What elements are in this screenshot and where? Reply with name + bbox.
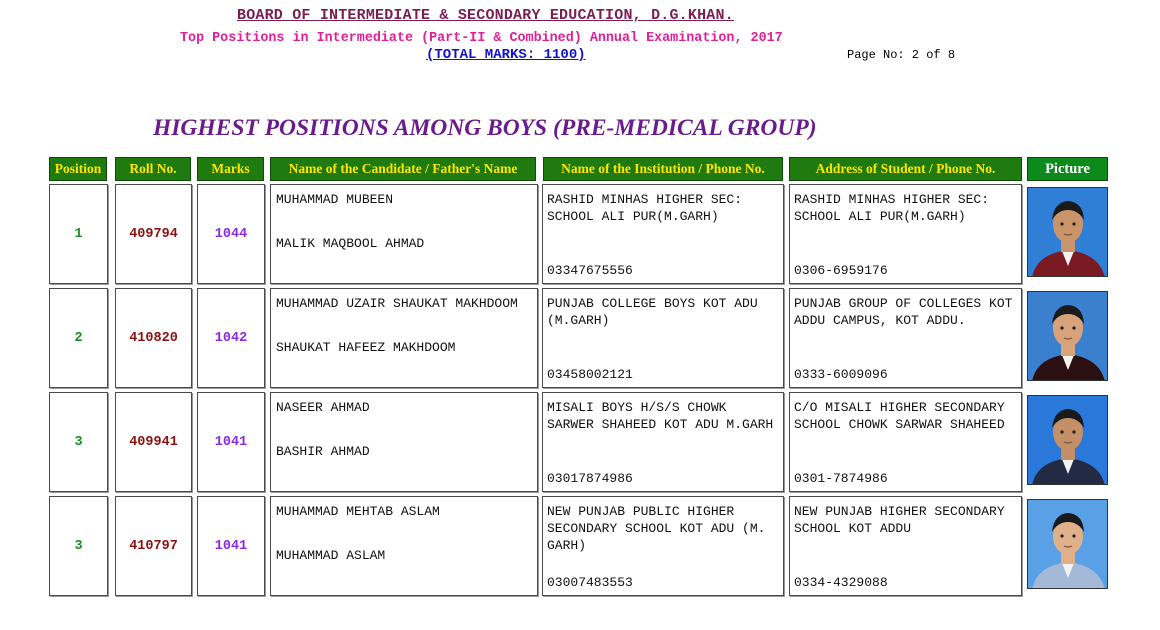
exam-subtitle: Top Positions in Intermediate (Part-II & Combined) Annual Examination, 2017 [180, 31, 783, 46]
candidate-name: NASEER AHMAD [276, 400, 370, 415]
institution-cell [542, 288, 784, 388]
institution-cell [542, 496, 784, 596]
roll-cell: 409794 [115, 184, 192, 284]
student-photo-icon [1027, 291, 1108, 381]
institution-name: RASHID MINHAS HIGHER SEC: SCHOOL ALI PUR(M.GARH) [547, 192, 743, 224]
student-photo-icon [1027, 187, 1108, 277]
father-name: MUHAMMAD ASLAM [276, 548, 386, 563]
roll-cell: 410820 [115, 288, 192, 388]
address-phone: 0306-6959176 [794, 263, 888, 278]
student-photo-icon [1027, 499, 1108, 589]
institution-cell [542, 184, 784, 284]
student-address: C/O MISALI HIGHER SECONDARY SCHOOL CHOWK SARWAR SHAHEED [794, 400, 1005, 432]
position-cell: 2 [49, 288, 108, 388]
position-cell: 3 [49, 392, 108, 492]
father-name: BASHIR AHMAD [276, 444, 370, 459]
address-cell [789, 288, 1022, 388]
institution-name: PUNJAB COLLEGE BOYS KOT ADU (M.GARH) [547, 296, 758, 328]
institution-name: MISALI BOYS H/S/S CHOWK SARWER SHAHEED KOT ADU M.GARH [547, 400, 774, 432]
address-phone: 0334-4329088 [794, 575, 888, 590]
position-cell: 1 [49, 184, 108, 284]
institution-phone: 03347675556 [547, 263, 633, 278]
col-header-roll: Roll No. [115, 157, 191, 181]
marks-cell: 1041 [197, 496, 265, 596]
candidate-cell [270, 496, 538, 596]
student-photo-icon [1027, 395, 1108, 485]
student-photo-icon-graphic [1028, 188, 1108, 277]
father-name: MALIK MAQBOOL AHMAD [276, 236, 425, 251]
institution-phone: 03017874986 [547, 471, 633, 486]
student-photo-icon-graphic [1028, 396, 1108, 485]
candidate-name: MUHAMMAD UZAIR SHAUKAT MAKHDOOM [276, 296, 518, 311]
col-header-marks: Marks [197, 157, 264, 181]
page-number: Page No: 2 of 8 [847, 48, 956, 62]
candidate-cell [270, 288, 538, 388]
student-photo-icon-graphic [1028, 292, 1108, 381]
position-cell: 3 [49, 496, 108, 596]
address-cell [789, 184, 1022, 284]
col-header-candidate: Name of the Candidate / Father's Name [270, 157, 536, 181]
col-header-address: Address of Student / Phone No. [789, 157, 1022, 181]
student-photo-icon-graphic [1028, 500, 1108, 589]
address-phone: 0333-6009096 [794, 367, 888, 382]
candidate-name: MUHAMMAD MEHTAB ASLAM [276, 504, 440, 519]
institution-cell [542, 392, 784, 492]
marks-cell: 1044 [197, 184, 265, 284]
address-phone: 0301-7874986 [794, 471, 888, 486]
total-marks: (TOTAL MARKS: 1100) [426, 47, 586, 63]
board-title: BOARD OF INTERMEDIATE & SECONDARY EDUCATION, D.G.KHAN. [237, 7, 734, 24]
student-address: RASHID MINHAS HIGHER SEC: SCHOOL ALI PUR(M.GARH) [794, 192, 990, 224]
address-cell [789, 496, 1022, 596]
candidate-cell [270, 392, 538, 492]
col-header-position: Position [49, 157, 107, 181]
section-title: HIGHEST POSITIONS AMONG BOYS (PRE-MEDICAL GROUP) [153, 115, 817, 141]
student-address: NEW PUNJAB HIGHER SECONDARY SCHOOL KOT ADDU [794, 504, 1005, 536]
institution-name: NEW PUNJAB PUBLIC HIGHER SECONDARY SCHOOL KOT ADU (M. GARH) [547, 504, 766, 553]
institution-phone: 03458002121 [547, 367, 633, 382]
institution-phone: 03007483553 [547, 575, 633, 590]
col-header-picture: Picture [1027, 157, 1108, 181]
roll-cell: 409941 [115, 392, 192, 492]
col-header-institution: Name of the Institution / Phone No. [543, 157, 783, 181]
candidate-name: MUHAMMAD MUBEEN [276, 192, 394, 207]
student-address: PUNJAB GROUP OF COLLEGES KOT ADDU CAMPUS, KOT ADDU. [794, 296, 1013, 328]
marks-cell: 1041 [197, 392, 265, 492]
address-cell [789, 392, 1022, 492]
marks-cell: 1042 [197, 288, 265, 388]
father-name: SHAUKAT HAFEEZ MAKHDOOM [276, 340, 456, 355]
roll-cell: 410797 [115, 496, 192, 596]
candidate-cell [270, 184, 538, 284]
